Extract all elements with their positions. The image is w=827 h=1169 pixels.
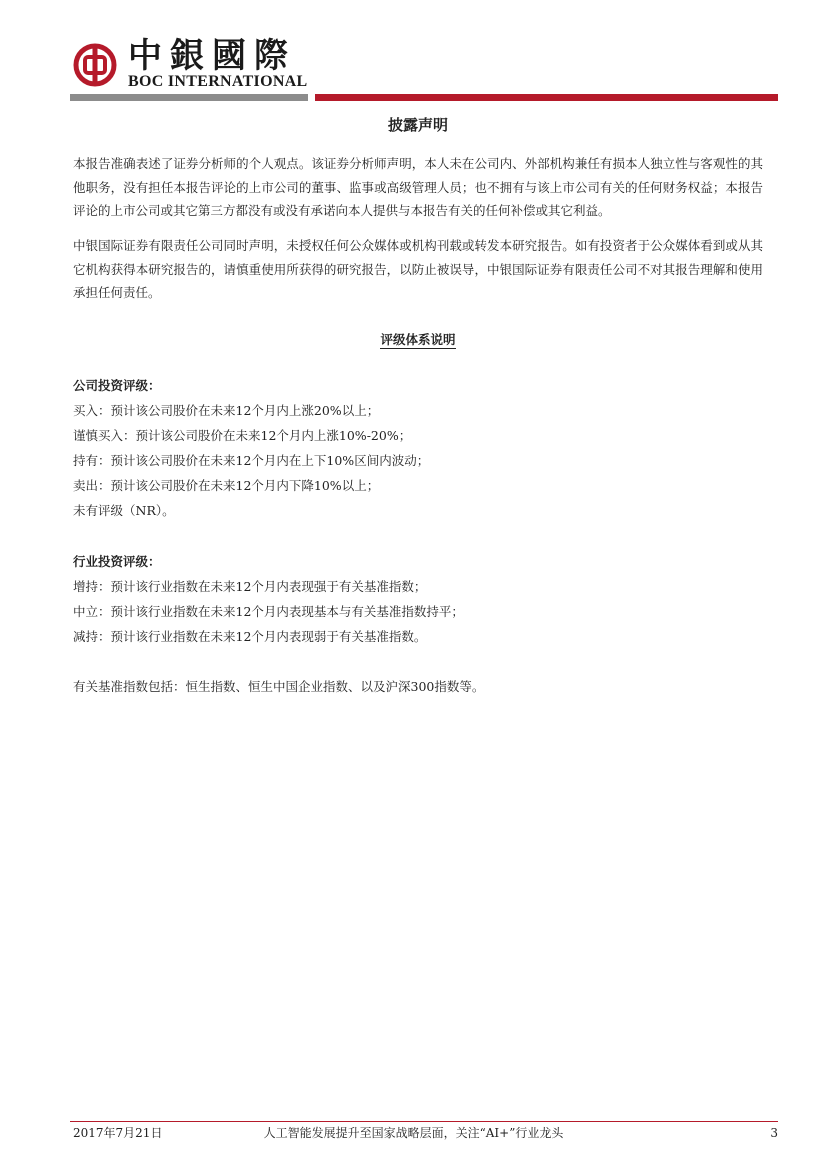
benchmark-note: 有关基准指数包括：恒生指数、恒生中国企业指数、以及沪深300指数等。 — [73, 679, 485, 694]
industry-rating-item: 增持：预计该行业指数在未来12个月内表现强于有关基准指数； — [73, 579, 427, 594]
header-rule-grey — [70, 94, 308, 101]
company-rating-item: 持有：预计该公司股价在未来12个月内在上下10%区间内波动； — [73, 453, 430, 468]
industry-rating-item: 中立：预计该行业指数在未来12个月内表现基本与有关基准指数持平； — [73, 604, 464, 619]
brand-name-english: BOC INTERNATIONAL — [128, 73, 308, 90]
industry-rating-item: 减持：预计该行业指数在未来12个月内表现弱于有关基准指数。 — [73, 629, 427, 644]
footer-date: 2017年7月21日 — [73, 1126, 163, 1140]
company-rating-item: 谨慎买入：预计该公司股价在未来12个月内上涨10%-20%； — [73, 428, 412, 443]
brand-name-chinese: 中銀國際 — [128, 36, 296, 76]
rating-system-title — [73, 330, 763, 350]
disclosure-title: 披露声明 — [387, 116, 448, 134]
footer-rule — [70, 1121, 778, 1122]
page-number: 3 — [770, 1126, 778, 1140]
company-rating-heading: 公司投资评级： — [73, 378, 161, 393]
company-rating-item: 卖出：预计该公司股价在未来12个月内下降10%以上； — [73, 478, 380, 493]
company-rating-item: 未有评级（NR）。 — [73, 503, 175, 518]
footer-report-title: 人工智能发展提升至国家战略层面，关注“AI+”行业龙头 — [263, 1126, 564, 1140]
rating-system-title-text: 评级体系说明 — [380, 332, 456, 347]
page-header — [0, 0, 827, 110]
header-rule-red — [315, 94, 778, 101]
company-rating-item: 买入：预计该公司股价在未来12个月内上涨20%以上； — [73, 403, 380, 418]
disclosure-paragraph: 中银国际证券有限责任公司同时声明，未授权任何公众媒体或机构刊载或转发本研究报告。如有投资者于公众媒体看到或从其它机构获得本研究报告的，请慎重使用所获得的研究报告，以防止被误导，中银国际证券有限责任公司不对其报告理解和使用承担任何责任。 — [73, 238, 763, 300]
industry-rating-heading: 行业投资评级： — [73, 554, 161, 569]
boc-logo-icon — [73, 43, 117, 87]
disclosure-paragraph: 本报告准确表述了证券分析师的个人观点。该证券分析师声明，本人未在公司内、外部机构兼任有损本人独立性与客观性的其他职务，没有担任本报告评论的上市公司的董事、监事或高级管理人员；也不拥有与该上市公司有关的任何财务权益；本报告评论的上市公司或其它第三方都没有或没有承诺向本人提供与本报告有关的任何补偿或其它利益。 — [73, 156, 763, 218]
